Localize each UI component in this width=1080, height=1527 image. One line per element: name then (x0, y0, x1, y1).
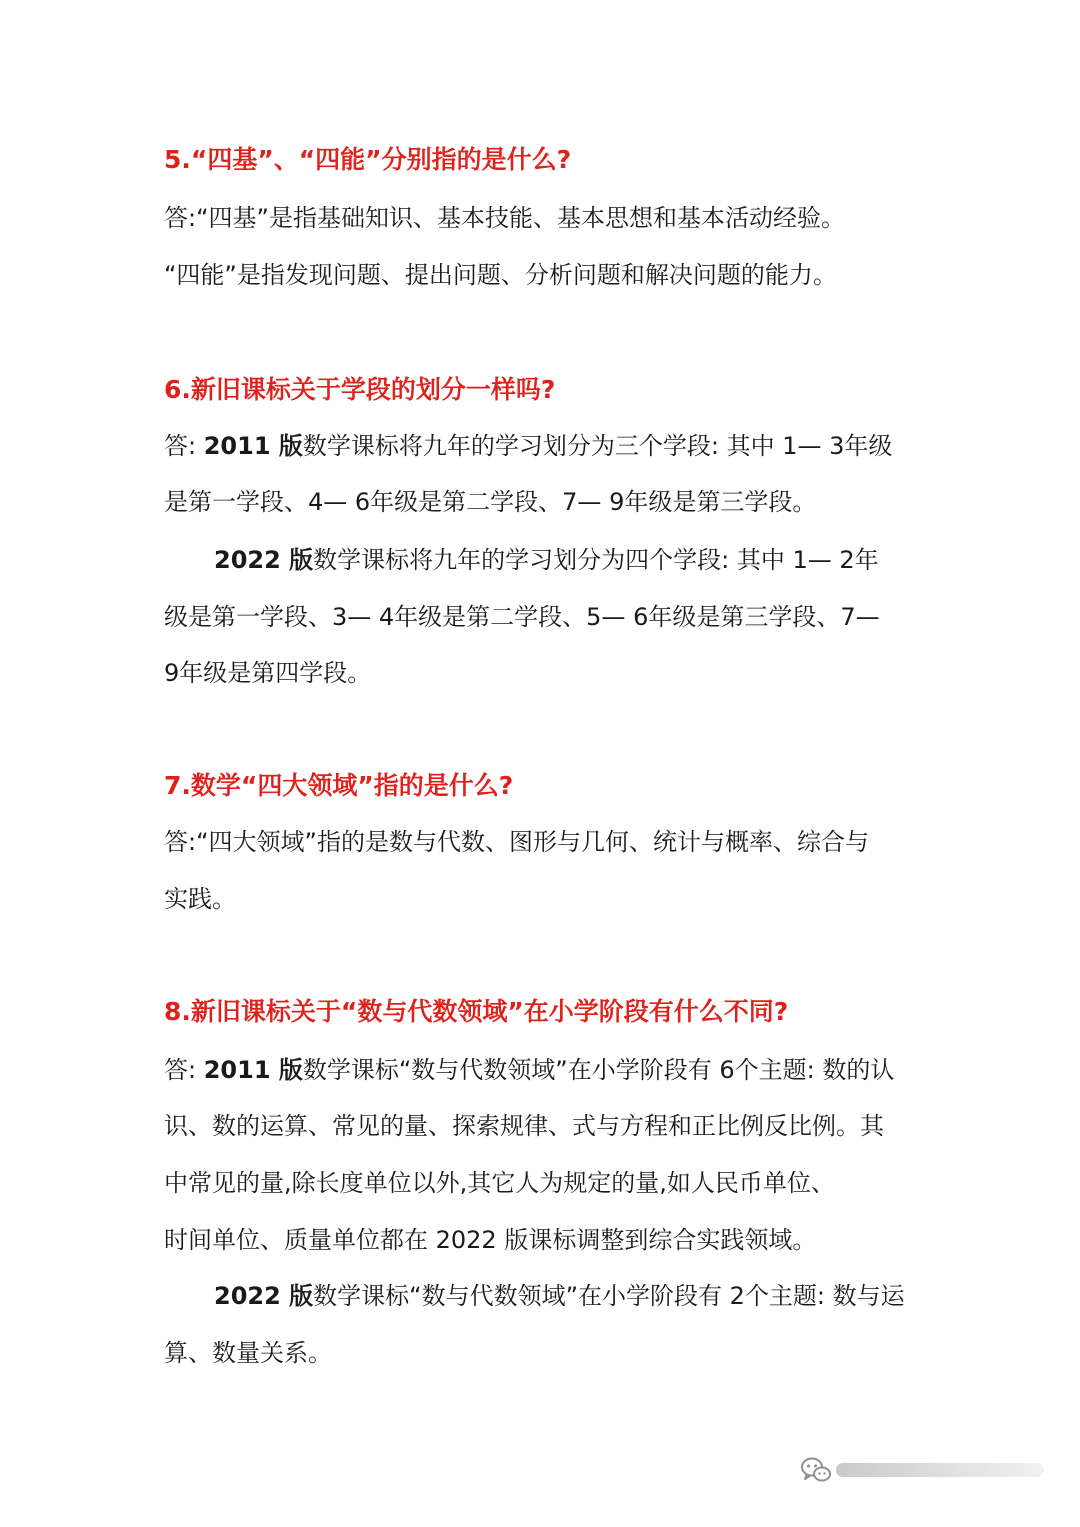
question-8-answer-line-5 (214, 1278, 974, 1314)
answer-text: 数学课标将九年的学习划分为四个学段: 其中 1— 2年 (313, 546, 879, 574)
version-2022-label: 2022 版 (214, 546, 314, 574)
question-7-answer-line-1: 答:“四大领域”指的是数与代数、图形与几何、统计与概率、综合与 (164, 828, 869, 856)
question-6-answer-line-5: 9年级是第四学段。 (164, 659, 372, 687)
question-6-heading: 6.新旧课标关于学段的划分一样吗? (164, 375, 556, 404)
answer-text: 数学课标将九年的学习划分为三个学段: 其中 1— 3年级 (302, 432, 893, 460)
question-6-answer-line-1 (164, 428, 924, 464)
question-8-answer-line-3: 中常见的量,除长度单位以外,其它人为规定的量,如人民币单位、 (164, 1169, 835, 1197)
answer-text: 数学课标“数与代数领域”在小学阶段有 2个主题: 数与运 (313, 1282, 905, 1310)
question-7-answer-line-2: 实践。 (164, 885, 236, 913)
question-8-answer-line-1 (164, 1052, 924, 1088)
question-6-answer-line-2: 是第一学段、4— 6年级是第二学段、7— 9年级是第三学段。 (164, 488, 817, 516)
question-8-answer-line-2: 识、数的运算、常见的量、探索规律、式与方程和正比例反比例。其 (164, 1112, 884, 1140)
wechat-icon (800, 1455, 832, 1489)
answer-prefix: 答: (164, 432, 204, 460)
answer-prefix: 答: (164, 1056, 204, 1084)
version-2022-label: 2022 版 (214, 1282, 314, 1310)
question-5-heading: 5.“四基”、“四能”分别指的是什么? (164, 145, 572, 174)
question-5-answer-line-1: 答:“四基”是指基础知识、基本技能、基本思想和基本活动经验。 (164, 204, 845, 232)
version-2011-label: 2011 版 (203, 432, 303, 460)
watermark (800, 1455, 1045, 1485)
answer-text: 数学课标“数与代数领域”在小学阶段有 6个主题: 数的认 (302, 1056, 895, 1084)
question-5-answer-line-2: “四能”是指发现问题、提出问题、分析问题和解决问题的能力。 (164, 261, 837, 289)
question-7-heading: 7.数学“四大领域”指的是什么? (164, 771, 514, 800)
question-8-answer-line-6: 算、数量关系。 (164, 1339, 332, 1367)
watermark-blurred-text (836, 1463, 1044, 1477)
question-6-answer-line-4: 级是第一学段、3— 4年级是第二学段、5— 6年级是第三学段、7— (164, 603, 880, 631)
question-6-answer-line-3 (214, 542, 974, 578)
question-8-heading: 8.新旧课标关于“数与代数领域”在小学阶段有什么不同? (164, 997, 789, 1026)
version-2011-label: 2011 版 (203, 1056, 303, 1084)
question-8-answer-line-4: 时间单位、质量单位都在 2022 版课标调整到综合实践领域。 (164, 1226, 817, 1254)
